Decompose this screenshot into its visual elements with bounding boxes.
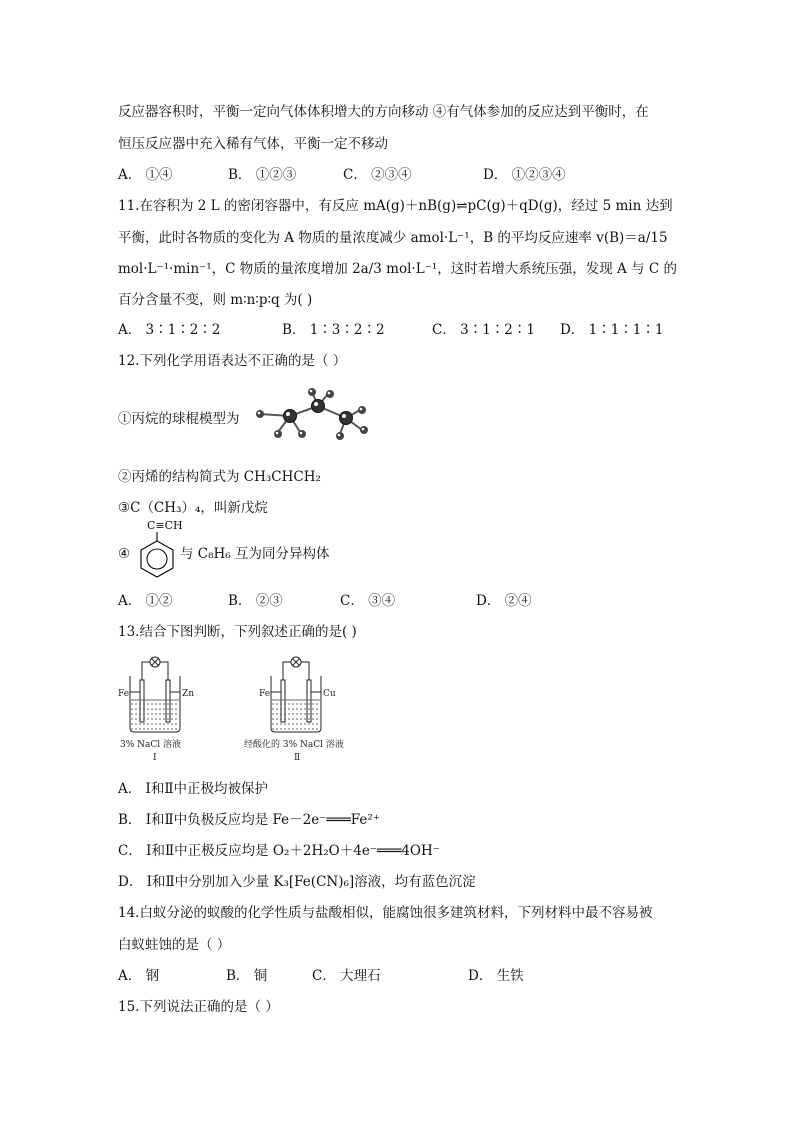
q10-line2: 恒压反应器中充入稀有气体，平衡一定不移动 [118, 136, 388, 152]
q12-option-a: A． ①② [118, 593, 173, 609]
q11-option-c: C． 3∶1∶2∶1 [432, 322, 535, 338]
cell-2-right-electrode: Cu [323, 689, 336, 699]
q12-stem: 12.下列化学用语表达不正确的是（ ） [118, 353, 347, 369]
q10-option-b: B． ①②③ [228, 167, 297, 183]
q13-stem: 13.结合下图判断，下列叙述正确的是( ) [118, 624, 357, 640]
cell-1 [130, 657, 180, 732]
q13-option-b: B． Ⅰ和Ⅱ中负极反应均是 Fe－2e⁻═══Fe²⁺ [118, 812, 380, 828]
cell-1-left-electrode: Fe [118, 689, 130, 699]
q14-options [118, 967, 524, 985]
q11-option-b: B． 1∶3∶2∶2 [282, 322, 385, 338]
q12-item4-text: 与 C₈H₆ 互为同分异构体 [180, 546, 330, 562]
q11-options [118, 321, 663, 339]
q11-line3: mol·L⁻¹·min⁻¹，C 物质的量浓度增加 2a/3 mol·L⁻¹，这时若增大系统压强，发现 A 与 C 的 [118, 261, 677, 277]
cell-2-left-electrode: Fe [259, 689, 271, 699]
q12-item2: ②丙烯的结构简式为 CH₃CHCH₂ [118, 469, 321, 485]
cell-1-label: Ⅰ [153, 753, 157, 763]
q12-options [118, 592, 532, 610]
q11-line1: 11.在容积为 2 L 的密闭容器中，有反应 mA(g)＋nB(g)⇌pC(g)＋qD(g)，经过 5 min 达到 [118, 198, 673, 214]
q12-option-b: B． ②③ [228, 593, 283, 609]
q12-item4-prefix: ④ [118, 546, 131, 562]
q14-line1: 14.白蚁分泌的蚁酸的化学性质与盐酸相似，能腐蚀很多建筑材料，下列材料中最不容易被 [118, 905, 653, 921]
q12-item3: ③C（CH₃）₄，叫新戊烷 [118, 500, 268, 516]
q14-option-b: B． 铜 [226, 968, 268, 984]
phenylacetylene-structure [133, 519, 183, 581]
q14-line2: 白蚁蛀蚀的是（ ） [118, 937, 231, 953]
q11-line4: 百分含量不变，则 m∶n∶p∶q 为( ) [118, 292, 313, 308]
q11-line2: 平衡，此时各物质的变化为 A 物质的量浓度减少 amol·L⁻¹，B 的平均反应速率 v(B)＝a/15 [118, 230, 668, 246]
cell-2 [271, 657, 321, 732]
q10-option-d: D． ①②③④ [483, 167, 566, 183]
cell-1-solution: 3% NaCl 溶液 [120, 740, 182, 750]
q12-item1: ①丙烷的球棍模型为 [118, 411, 240, 427]
q10-option-c: C． ②③④ [343, 167, 412, 183]
propane-ball-stick-model [250, 388, 380, 448]
q13-option-a: A． Ⅰ和Ⅱ中正极均被保护 [118, 781, 269, 797]
q13-option-d: D． Ⅰ和Ⅱ中分别加入少量 K₃[Fe(CN)₆]溶液，均有蓝色沉淀 [118, 874, 476, 890]
cell-2-solution: 经酸化的 3% NaCl 溶液 [244, 740, 344, 750]
q14-option-c: C． 大理石 [312, 968, 381, 984]
alkyne-group-label: C≡CH [147, 519, 183, 532]
cell-1-right-electrode: Zn [182, 689, 195, 699]
q13-option-c: C． Ⅰ和Ⅱ中正极反应均是 O₂＋2H₂O＋4e⁻═══4OH⁻ [118, 843, 440, 859]
q14-option-d: D． 生铁 [468, 968, 524, 984]
q12-option-c: C． ③④ [340, 593, 396, 609]
q10-line1: 反应器容积时，平衡一定向气体体积增大的方向移动 ④有气体参加的反应达到平衡时，在 [118, 104, 649, 120]
q10-option-a: A． ①④ [118, 167, 173, 183]
electrochemical-cell-figure [118, 652, 368, 767]
q10-options [118, 166, 566, 184]
cell-2-label: Ⅱ [294, 753, 301, 763]
q15-stem: 15.下列说法正确的是（ ） [118, 999, 279, 1015]
q11-option-d: D． 1∶1∶1∶1 [560, 322, 664, 338]
q11-option-a: A． 3∶1∶2∶2 [118, 322, 221, 338]
q14-option-a: A． 钢 [118, 968, 160, 984]
q12-option-d: D． ②④ [476, 593, 532, 609]
